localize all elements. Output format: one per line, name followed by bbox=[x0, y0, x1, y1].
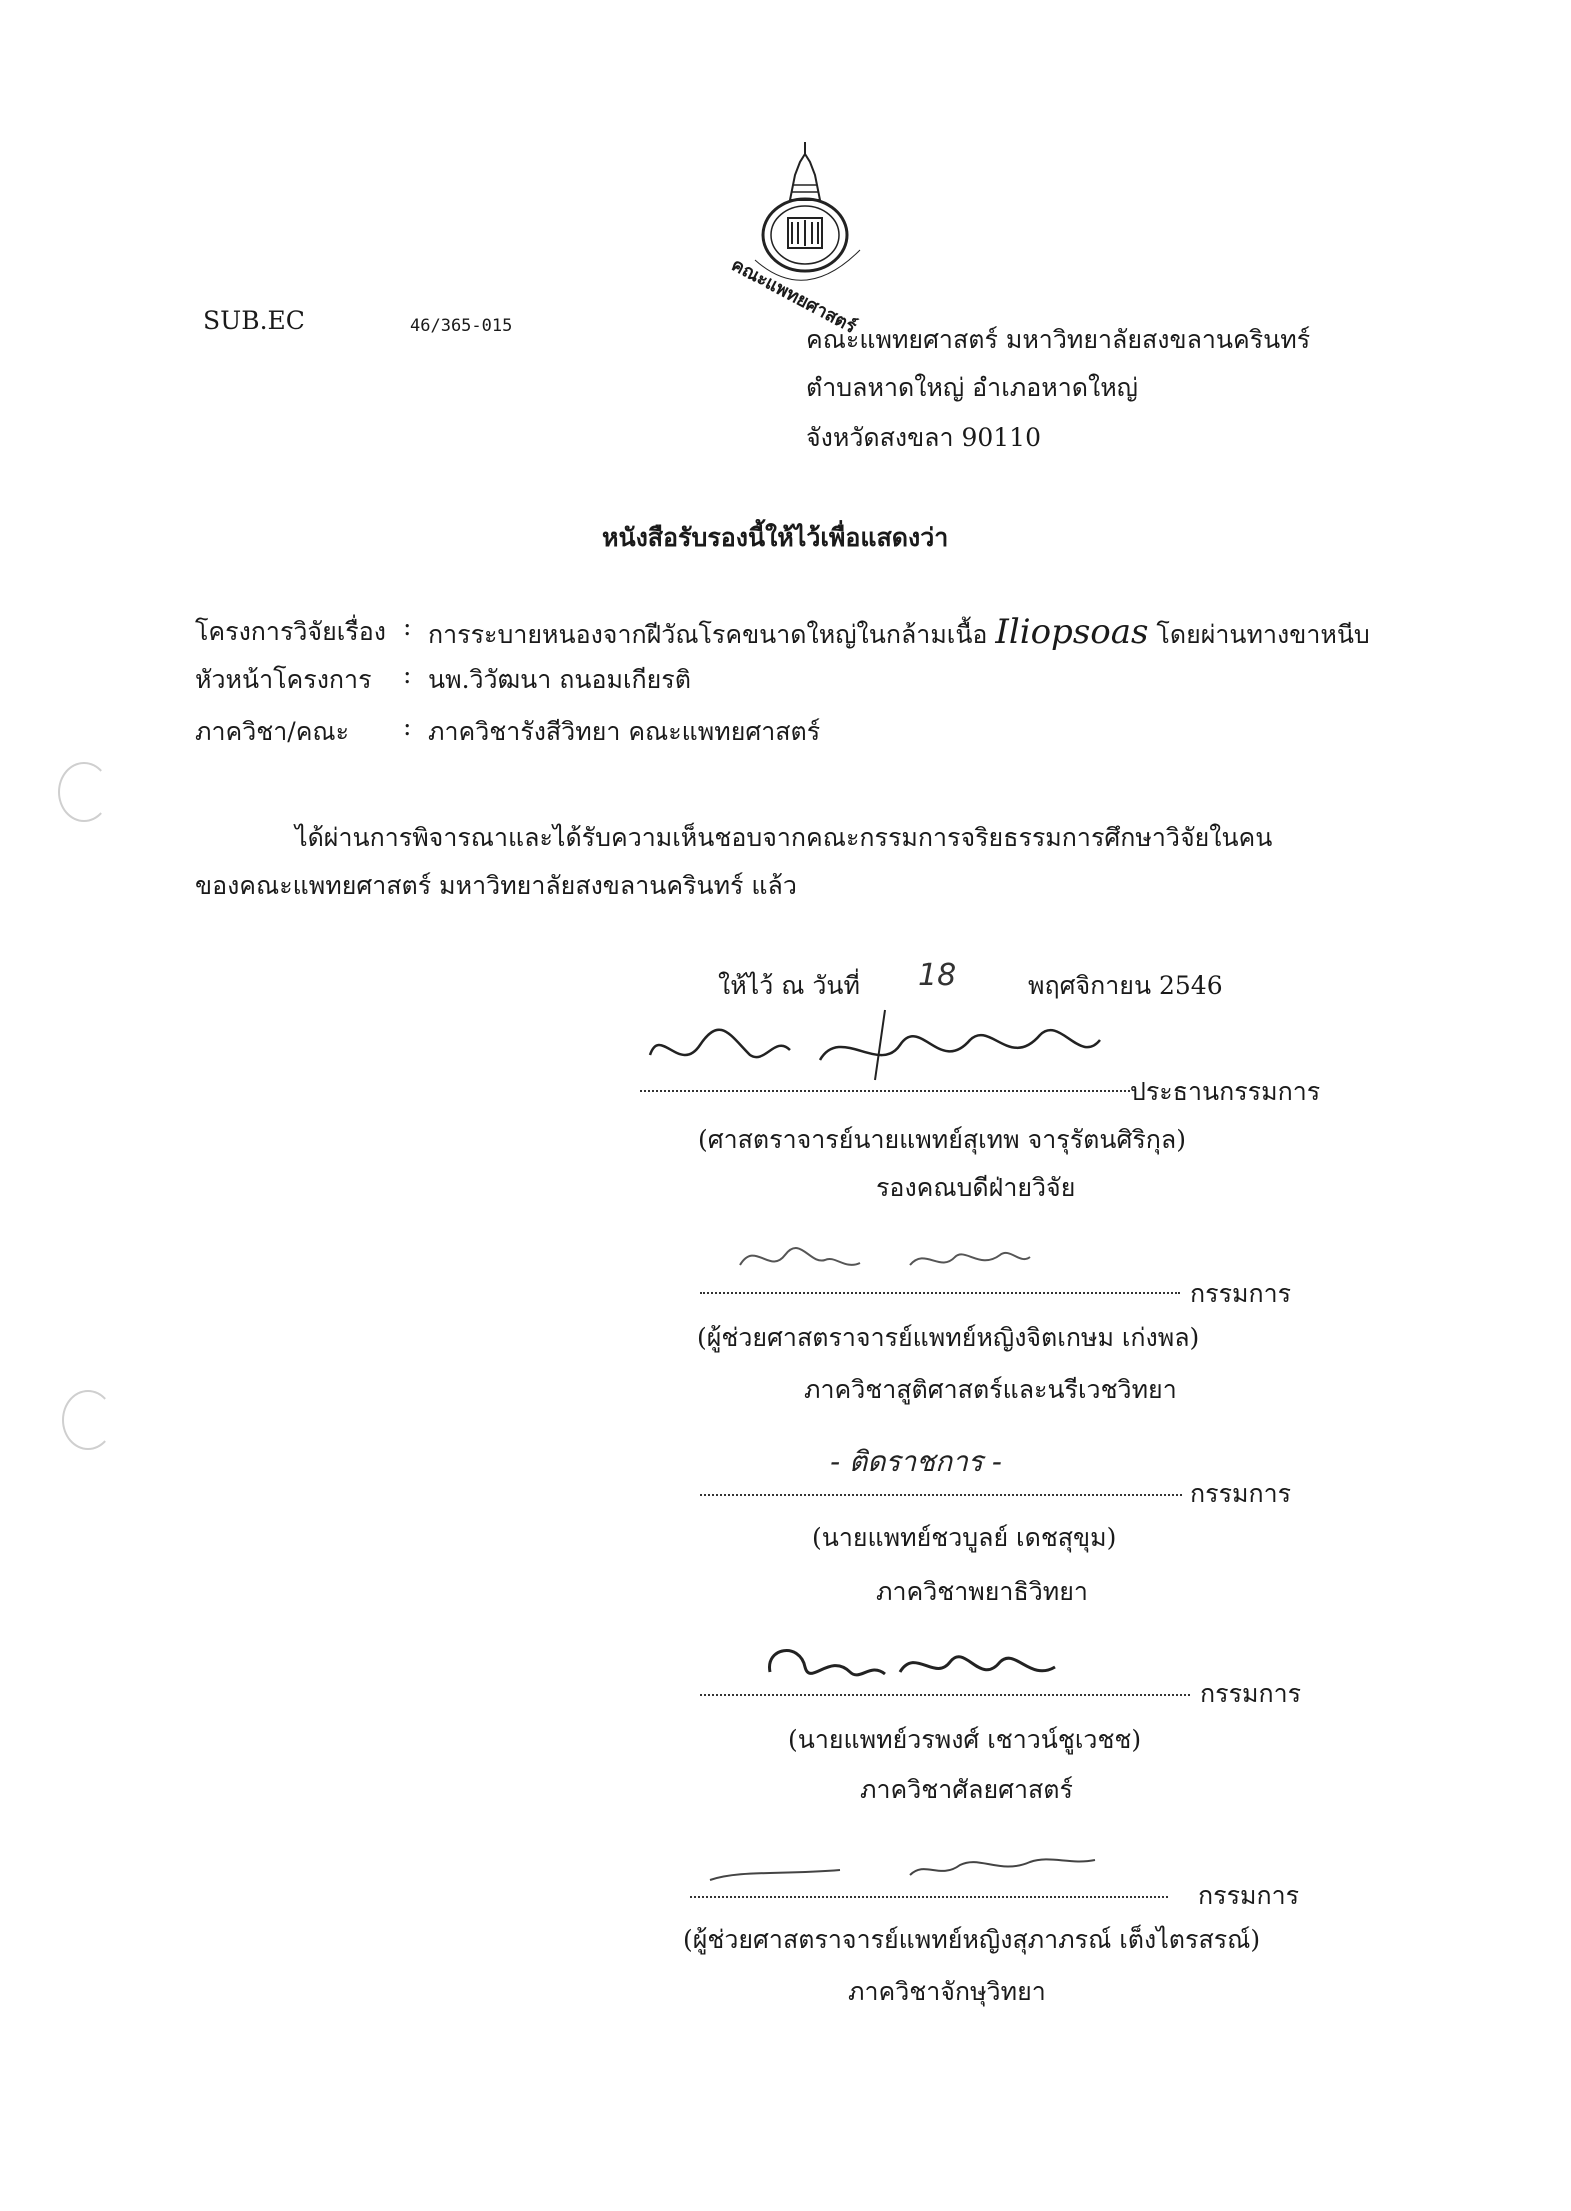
signatory-2-dept: ภาควิชาสูติศาสตร์และนรีเวชวิทยา bbox=[804, 1375, 1177, 1404]
punch-hole bbox=[58, 762, 110, 822]
head-colon: : bbox=[403, 660, 412, 689]
signatory-2-role: กรรมการ bbox=[1190, 1279, 1292, 1308]
topic-value-italic: Iliopsoas bbox=[995, 612, 1149, 652]
dept-colon: : bbox=[403, 712, 412, 741]
head-value: นพ.วิวัฒนา ถนอมเกียรติ bbox=[428, 665, 691, 694]
topic-value-before: การระบายหนองจากฝีวัณโรคขนาดใหญ่ในกล้ามเนื้อ bbox=[428, 620, 988, 649]
head-label: หัวหน้าโครงการ bbox=[195, 665, 372, 694]
signatory-3-role: กรรมการ bbox=[1190, 1479, 1292, 1508]
seal-caption: คณะแพทยศาสตร์ bbox=[727, 254, 860, 338]
signatory-2-name: (ผู้ช่วยศาสตราจารย์แพทย์หญิงจิตเกษม เก่งพล) bbox=[697, 1323, 1200, 1352]
signatory-1-name: (ศาสตราจารย์นายแพทย์สุเทพ จารุรัตนศิริกุล) bbox=[698, 1125, 1186, 1154]
signatory-4-role: กรรมการ bbox=[1200, 1679, 1302, 1708]
reference-number: 46/365-015 bbox=[410, 316, 513, 336]
date-day: 18 bbox=[918, 958, 957, 993]
signatory-1-dept: รองคณบดีฝ่ายวิจัย bbox=[876, 1173, 1076, 1202]
signature-line-3 bbox=[700, 1494, 1182, 1496]
date-month-year: พฤศจิกายน 2546 bbox=[1028, 971, 1223, 1000]
signatory-1-role: ประธานกรรมการ bbox=[1130, 1077, 1321, 1106]
signatory-5-name: (ผู้ช่วยศาสตราจารย์แพทย์หญิงสุภาภรณ์ เต็งไตรสรณ์) bbox=[683, 1925, 1261, 1954]
dept-value: ภาควิชารังสีวิทยา คณะแพทยศาสตร์ bbox=[428, 717, 821, 746]
address-line-1: คณะแพทยศาสตร์ มหาวิทยาลัยสงขลานครินทร์ bbox=[806, 325, 1311, 354]
signature-member-5 bbox=[700, 1850, 1120, 1890]
body-line-2: ของคณะแพทยศาสตร์ มหาวิทยาลัยสงขลานครินทร์ แล้ว bbox=[195, 871, 797, 900]
signatory-3-dept: ภาควิชาพยาธิวิทยา bbox=[876, 1577, 1088, 1606]
reference-prefix: SUB.EC bbox=[203, 306, 305, 335]
signature-line-5 bbox=[690, 1896, 1168, 1898]
topic-value bbox=[428, 612, 1370, 655]
signature-member-2 bbox=[730, 1235, 1070, 1285]
topic-value-after: โดยผ่านทางขาหนีบ bbox=[1156, 620, 1370, 649]
date-prefix: ให้ไว้ ณ วันที่ bbox=[718, 971, 860, 1000]
signatory-5-dept: ภาควิชาจักษุวิทยา bbox=[848, 1977, 1046, 2006]
signatory-4-dept: ภาควิชาศัลยศาสตร์ bbox=[860, 1775, 1073, 1804]
signature-member-4 bbox=[760, 1632, 1080, 1702]
signatory-3-handwritten-note: - ติดราชการ - bbox=[830, 1445, 1002, 1478]
signatory-4-name: (นายแพทย์วรพงศ์ เชาวน์ชูเวชช) bbox=[788, 1725, 1142, 1754]
signature-chairman bbox=[640, 1005, 1120, 1095]
signatory-5-role: กรรมการ bbox=[1198, 1881, 1300, 1910]
body-line-1: ได้ผ่านการพิจารณาและได้รับความเห็นชอบจากคณะกรรมการจริยธรรมการศึกษาวิจัยในคน bbox=[295, 823, 1273, 852]
address-line-3: จังหวัดสงขลา 90110 bbox=[806, 423, 1041, 452]
signature-line-4 bbox=[700, 1694, 1190, 1696]
signatory-3-name: (นายแพทย์ชวบูลย์ เดชสุขุม) bbox=[812, 1523, 1117, 1552]
topic-colon: : bbox=[403, 612, 412, 641]
punch-hole bbox=[62, 1390, 114, 1450]
topic-label: โครงการวิจัยเรื่อง bbox=[195, 617, 386, 646]
signature-line-1 bbox=[640, 1090, 1130, 1092]
dept-label: ภาควิชา/คณะ bbox=[195, 717, 350, 746]
certificate-title: หนังสือรับรองนี้ให้ไว้เพื่อแสดงว่า bbox=[602, 523, 949, 552]
signature-line-2 bbox=[700, 1292, 1180, 1294]
address-line-2: ตำบลหาดใหญ่ อำเภอหาดใหญ่ bbox=[806, 373, 1138, 402]
